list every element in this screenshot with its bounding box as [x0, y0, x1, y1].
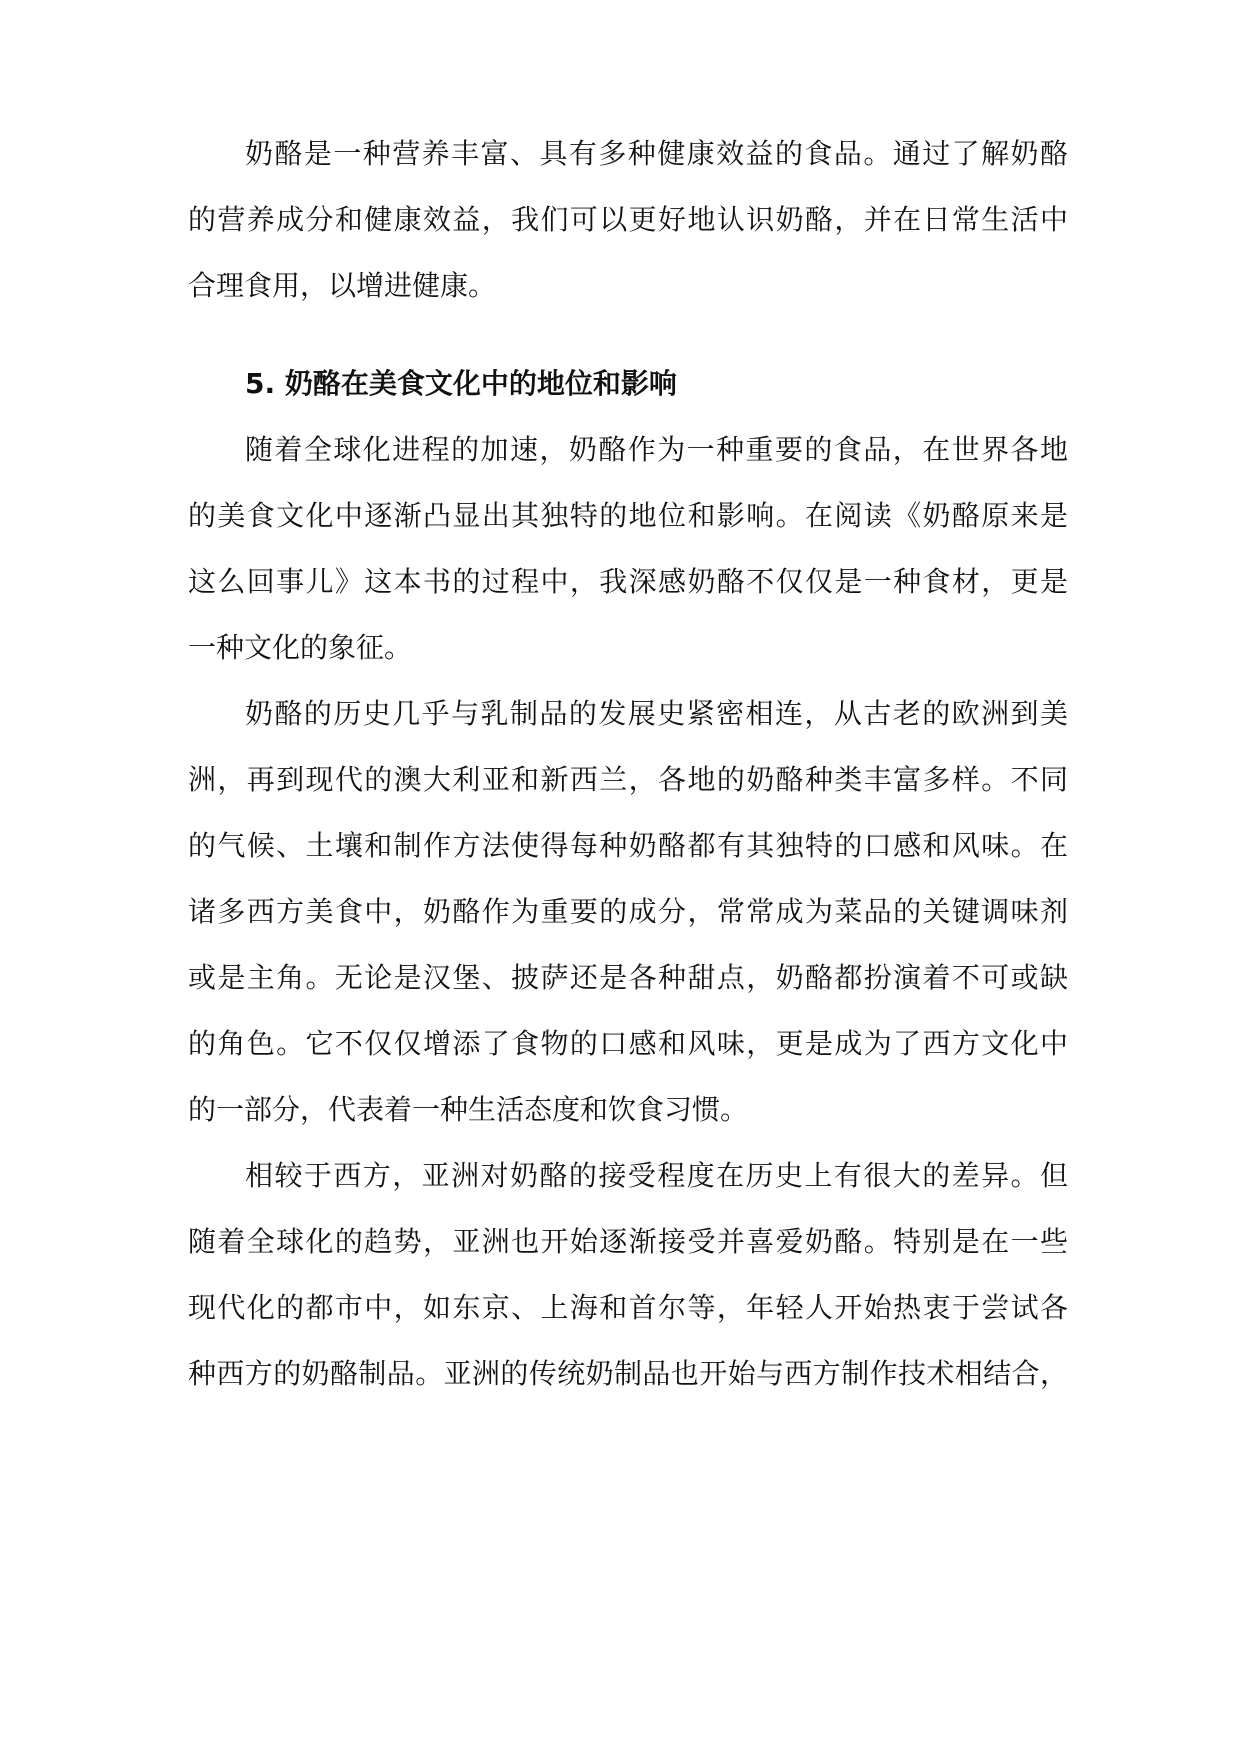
paragraph-4-line-4: 种西方的奶酪制品。亚洲的传统奶制品也开始与西方制作技术相结合，: [188, 1357, 1068, 1390]
paragraph-3-line-1: 奶酪的历史几乎与乳制品的发展史紧密相连，从古老的欧洲到美: [245, 697, 1068, 730]
paragraph-2-line-1: 随着全球化进程的加速，奶酪作为一种重要的食品，在世界各地: [245, 433, 1068, 466]
paragraph-4-line-3: 现代化的都市中，如东京、上海和首尔等，年轻人开始热衷于尝试各: [188, 1291, 1068, 1324]
paragraph-3-line-5: 或是主角。无论是汉堡、披萨还是各种甜点，奶酪都扮演着不可或缺: [188, 961, 1068, 994]
paragraph-2-line-2: 的美食文化中逐渐凸显出其独特的地位和影响。在阅读《奶酪原来是: [188, 499, 1068, 532]
paragraph-3-line-7: 的一部分，代表着一种生活态度和饮食习惯。: [188, 1093, 749, 1126]
section-heading: 5. 奶酪在美食文化中的地位和影响: [245, 367, 677, 400]
paragraph-1-line-1: 奶酪是一种营养丰富、具有多种健康效益的食品。通过了解奶酪: [245, 137, 1068, 170]
paragraph-3-line-3: 的气候、土壤和制作方法使得每种奶酪都有其独特的口感和风味。在: [188, 829, 1068, 862]
paragraph-3-line-6: 的角色。它不仅仅增添了食物的口感和风味，更是成为了西方文化中: [188, 1027, 1068, 1060]
paragraph-3-line-4: 诸多西方美食中，奶酪作为重要的成分，常常成为菜品的关键调味剂: [188, 895, 1068, 928]
paragraph-4-line-2: 随着全球化的趋势，亚洲也开始逐渐接受并喜爱奶酪。特别是在一些: [188, 1225, 1068, 1258]
paragraph-1-line-2: 的营养成分和健康效益，我们可以更好地认识奶酪，并在日常生活中: [188, 203, 1068, 236]
paragraph-1-line-3: 合理食用，以增进健康。: [188, 269, 497, 302]
paragraph-2-line-3: 这么回事儿》这本书的过程中，我深感奶酪不仅仅是一种食材，更是: [188, 565, 1068, 598]
paragraph-3-line-2: 洲，再到现代的澳大利亚和新西兰，各地的奶酪种类丰富多样。不同: [188, 763, 1068, 796]
paragraph-4-line-1: 相较于西方，亚洲对奶酪的接受程度在历史上有很大的差异。但: [245, 1159, 1068, 1192]
paragraph-2-line-4: 一种文化的象征。: [188, 631, 413, 664]
